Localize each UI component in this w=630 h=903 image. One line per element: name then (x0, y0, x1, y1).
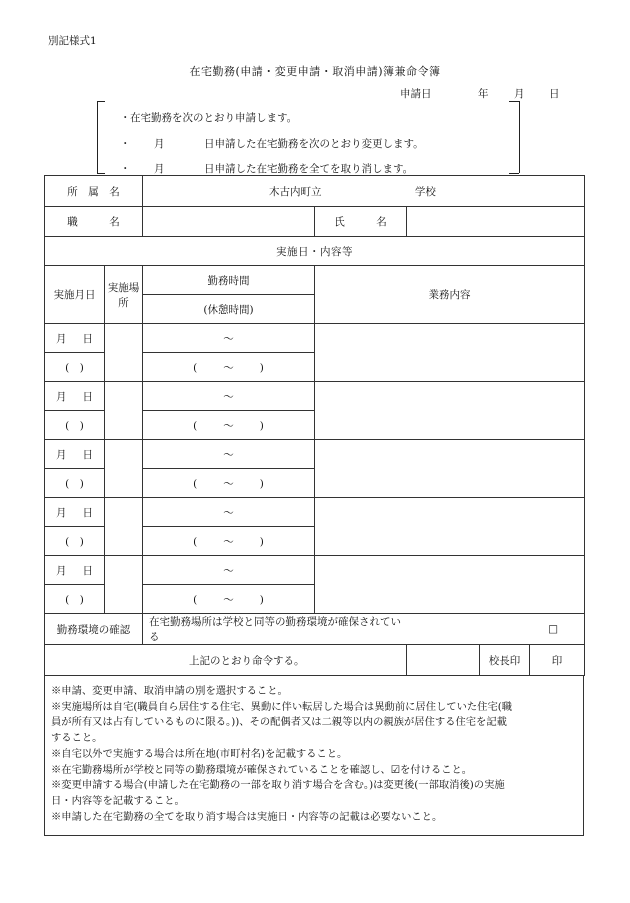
option-bullet: ・ (120, 163, 131, 175)
place-cell[interactable] (105, 382, 143, 440)
note-line: ※自宅以外で実施する場合は所在地(市町村名)を記載すること。 (51, 747, 348, 760)
day-label: 日 (82, 332, 93, 345)
bracket-left-top (97, 101, 105, 102)
notes-box (44, 676, 584, 836)
content-cell[interactable] (315, 498, 585, 556)
place-cell[interactable] (105, 556, 143, 614)
content-cell[interactable] (315, 324, 585, 382)
col-header-break: (休憩時間) (143, 295, 315, 324)
break-close: ) (259, 593, 264, 606)
note-line: ※在宅勤務場所が学校と同等の勤務環境が確保されていることを確認し、☑を付けること。 (51, 763, 473, 776)
place-cell[interactable] (105, 324, 143, 382)
env-check-text: 在宅勤務場所は学校と同等の勤務環境が確保されている (143, 614, 407, 645)
date-cell[interactable] (45, 556, 105, 585)
content-cell[interactable] (315, 382, 585, 440)
bracket-right-top (509, 101, 519, 102)
break-close: ) (259, 477, 264, 490)
break-tilde: ～ (223, 419, 234, 432)
break-close: ) (259, 419, 264, 432)
note-line: 員が所有又は占有しているものに限る。))、その配偶者又は二親等以内の親族が居住する住宅を記載 (51, 716, 507, 729)
seal-box[interactable]: 印 (551, 654, 563, 667)
break-close: ) (259, 361, 264, 374)
place-cell[interactable] (105, 498, 143, 556)
month-label: 月 (56, 564, 67, 577)
break-open: ( (193, 593, 198, 606)
name-field[interactable] (407, 207, 585, 237)
section-header: 実施日・内容等 (45, 237, 585, 266)
name-label: 氏 名 (315, 207, 407, 237)
bracket-right (519, 101, 520, 173)
day-label: 日 (82, 564, 93, 577)
break-open: ( (193, 477, 198, 490)
weekday-cell[interactable]: ( ) (45, 469, 105, 498)
position-label: 職 名 (45, 207, 143, 237)
bracket-right-bottom (509, 173, 519, 174)
day-label: 日 (82, 390, 93, 403)
col-header-content: 業務内容 (315, 266, 585, 324)
break-cell[interactable] (143, 411, 315, 440)
note-line: ※変更申請する場合(申請した在宅勤務の一部を取り消す場合を含む。)は変更後(一部取消後)の実施 (51, 779, 505, 792)
weekday-cell[interactable]: ( ) (45, 585, 105, 614)
date-cell[interactable] (45, 498, 105, 527)
option-bullet: ・ (120, 112, 131, 124)
hours-cell[interactable]: ～ (143, 440, 315, 469)
break-cell[interactable] (143, 353, 315, 382)
month-label: 月 (56, 448, 67, 461)
month-label: 月 (56, 390, 67, 403)
place-cell[interactable] (105, 440, 143, 498)
hours-cell[interactable]: ～ (143, 382, 315, 411)
break-tilde: ～ (223, 535, 234, 548)
option-month: 月 (154, 163, 165, 175)
document-title: 在宅勤務(申請・変更申請・取消申請)簿兼命令簿 (189, 65, 441, 78)
break-tilde: ～ (223, 361, 234, 374)
break-tilde: ～ (223, 477, 234, 490)
bracket-left (97, 101, 98, 173)
hours-cell[interactable]: ～ (143, 556, 315, 585)
day-label: 日 (82, 506, 93, 519)
break-cell[interactable] (143, 585, 315, 614)
weekday-cell[interactable]: ( ) (45, 527, 105, 556)
application-table (44, 175, 585, 676)
note-line: 日・内容等を記載すること。 (51, 794, 185, 807)
hours-cell[interactable]: ～ (143, 498, 315, 527)
position-field[interactable] (143, 207, 315, 237)
option-bullet: ・ (120, 138, 131, 150)
date-year-label: 年 (478, 88, 489, 100)
date-cell[interactable] (45, 382, 105, 411)
note-line: ※申請した在宅勤務の全てを取り消す場合は実施日・内容等の記載は必要ないこと。 (51, 810, 443, 823)
note-line: すること。 (51, 732, 103, 745)
break-open: ( (193, 361, 198, 374)
break-open: ( (193, 535, 198, 548)
break-tilde: ～ (223, 593, 234, 606)
month-label: 月 (56, 506, 67, 519)
content-cell[interactable] (315, 440, 585, 498)
option-apply-text: 在宅勤務を次のとおり申請します。 (130, 112, 298, 124)
form-number-label: 別記様式1 (48, 35, 97, 47)
order-text: 上記のとおり命令する。 (189, 654, 305, 667)
break-cell[interactable] (143, 527, 315, 556)
day-label: 日 (82, 448, 93, 461)
break-cell[interactable] (143, 469, 315, 498)
col-header-place: 実施場所 (105, 266, 143, 324)
env-checkbox[interactable]: □ (407, 614, 585, 645)
date-day-label: 日 (549, 88, 560, 100)
break-close: ) (259, 535, 264, 548)
month-label: 月 (56, 332, 67, 345)
application-date-label: 申請日 (400, 88, 432, 100)
date-cell[interactable] (45, 440, 105, 469)
date-cell[interactable] (45, 324, 105, 353)
affiliation-value: 木古内町立 (269, 185, 322, 198)
weekday-cell[interactable]: ( ) (45, 353, 105, 382)
col-header-date: 実施月日 (45, 266, 105, 324)
option-month: 月 (154, 138, 165, 150)
option-cancel-text: 日申請した在宅勤務を全てを取り消します。 (204, 163, 414, 175)
content-cell[interactable] (315, 556, 585, 614)
affiliation-cell[interactable] (143, 176, 585, 207)
note-line: ※実施場所は自宅(職員自ら居住する住宅、異動に伴い転居した場合は異動前に居住していた住宅(職 (51, 700, 513, 713)
col-header-hours: 勤務時間 (143, 266, 315, 295)
bracket-left-bottom (97, 173, 105, 174)
break-open: ( (193, 419, 198, 432)
weekday-cell[interactable]: ( ) (45, 411, 105, 440)
school-suffix: 学校 (414, 185, 436, 198)
seal-area (407, 645, 585, 676)
order-row (45, 645, 407, 676)
note-line: ※申請、変更申請、取消申請の別を選択すること。 (51, 685, 288, 697)
hours-cell[interactable]: ～ (143, 324, 315, 353)
option-change-text: 日申請した在宅勤務を次のとおり変更します。 (204, 138, 424, 150)
affiliation-label: 所 属 名 (45, 176, 143, 207)
date-month-label: 月 (514, 88, 525, 100)
env-check-label: 勤務環境の確認 (45, 614, 143, 645)
principal-seal-label: 校長印 (480, 645, 530, 675)
